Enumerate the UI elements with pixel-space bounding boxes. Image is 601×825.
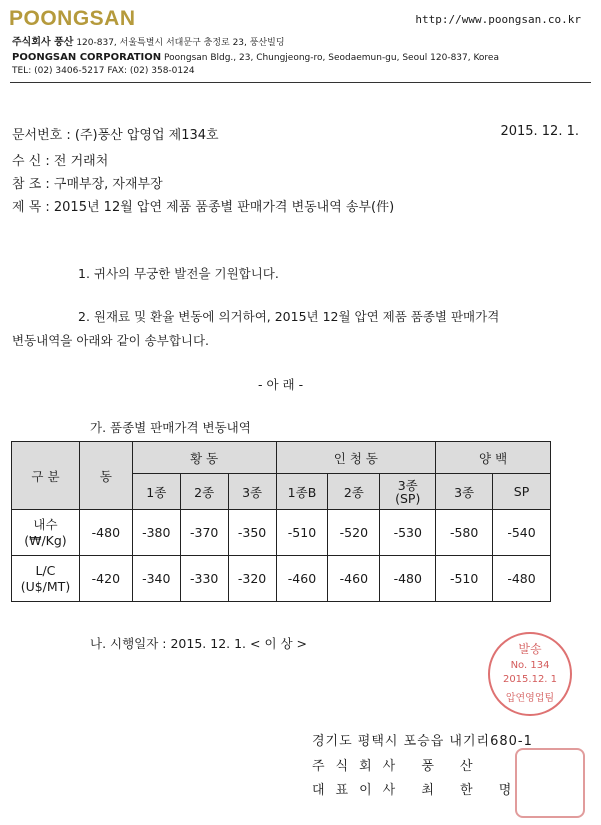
header-nickel-silver: 양 백: [436, 442, 551, 474]
price-change-table: [11, 441, 551, 602]
subheader-cell: 2종: [328, 474, 380, 510]
table-cell: -460: [328, 556, 380, 602]
section-a-heading: 가. 품종별 판매가격 변동내역: [90, 420, 251, 435]
company-name-english: POONGSAN CORPORATION: [12, 52, 162, 63]
company-logo: [9, 7, 136, 31]
table-cell: -460: [276, 556, 328, 602]
table-cell: -320: [228, 556, 276, 602]
subheader-cell: 1종B: [276, 474, 328, 510]
stamp-number: No. 134: [510, 660, 550, 671]
row-label-unit: (₩/Kg): [24, 532, 67, 548]
paragraph-2b: 변동내역을 아래와 같이 송부합니다.: [12, 333, 210, 348]
table-cell: -520: [328, 510, 380, 556]
paragraph-1: 1. 귀사의 무궁한 발전을 기원합니다.: [78, 266, 279, 281]
table-cell: -480: [380, 556, 436, 602]
subheader-cell: 3종: [228, 474, 276, 510]
table-cell: -480: [79, 510, 132, 556]
table-row: [12, 510, 551, 556]
row-label-domestic: [12, 510, 80, 556]
table-cell: -370: [180, 510, 228, 556]
document-number: 문서번호 : (주)풍산 압영업 제134호: [12, 128, 219, 143]
dispatch-stamp: [488, 632, 572, 716]
subheader-cell: SP: [493, 474, 551, 510]
address-english: Poongsan Bldg., 23, Chungjeong-ro, Seodaemun-gu, Seoul 120-837, Korea: [164, 53, 499, 63]
company-name-korean: 주식회사 풍산: [12, 37, 74, 48]
stamp-date: 2015.12. 1: [502, 674, 558, 685]
stamp-title: 발송: [518, 642, 542, 656]
header-contact: TEL: (02) 3406-5217 FAX: (02) 358-0124: [12, 66, 195, 76]
logo-text: POONGSAN: [9, 7, 136, 30]
website-url[interactable]: http://www.poongsan.co.kr: [415, 13, 581, 26]
table-cell: -540: [493, 510, 551, 556]
table-cell: -340: [132, 556, 180, 602]
sender-ceo: 대표이사 최 한 명: [312, 783, 523, 798]
header-brass: 황 동: [132, 442, 276, 474]
address-korean: 120-837, 서울특별시 서대문구 충정로 23, 풍산빌딩: [76, 38, 285, 48]
sender-address: 경기도 평택시 포승읍 내기리680-1: [312, 734, 533, 749]
table-cell: -530: [380, 510, 436, 556]
subject-line: 제 목 : 2015년 12월 압연 제품 품종별 판매가격 변동내역 송부(件): [12, 200, 395, 215]
section-b-effective-date: 나. 시행일자 : 2015. 12. 1. < 이 상 >: [90, 636, 308, 651]
table-row: [12, 556, 551, 602]
recipient-line: 수 신 : 전 거래처: [12, 154, 109, 169]
company-seal: [515, 748, 585, 818]
header-phosphor-bronze: 인 청 동: [276, 442, 436, 474]
row-label-main: L/C: [35, 562, 56, 578]
below-heading: - 아 래 -: [258, 377, 304, 392]
table-cell: -330: [180, 556, 228, 602]
header-copper: 동: [79, 442, 132, 510]
document-date: 2015. 12. 1.: [500, 124, 579, 139]
subheader-cell: 3종: [436, 474, 493, 510]
row-label-main: 내수: [33, 516, 58, 532]
table-cell: -510: [276, 510, 328, 556]
table-cell: -380: [132, 510, 180, 556]
row-label-lc: [12, 556, 80, 602]
subheader-cell: 3종 (SP): [380, 474, 436, 510]
table-cell: -350: [228, 510, 276, 556]
paragraph-2a: 2. 원재료 및 환율 변동에 의거하여, 2015년 12월 압연 제품 품종별 판매가격: [78, 309, 500, 324]
table-cell: -580: [436, 510, 493, 556]
sender-company: 주식회사 풍 산: [312, 759, 484, 774]
subheader-cell: 1종: [132, 474, 180, 510]
table-cell: -510: [436, 556, 493, 602]
header-divider: [10, 82, 591, 83]
subheader-cell: 2종: [180, 474, 228, 510]
reference-line: 참 조 : 구매부장, 자재부장: [12, 177, 163, 192]
header-line-2: [12, 51, 499, 65]
row-label-unit: (U$/MT): [20, 578, 71, 594]
stamp-department: 압연영업팀: [505, 693, 555, 704]
table-cell: -420: [79, 556, 132, 602]
header-category: 구 분: [12, 442, 80, 510]
header-line-1: [12, 36, 285, 50]
table-cell: -480: [493, 556, 551, 602]
